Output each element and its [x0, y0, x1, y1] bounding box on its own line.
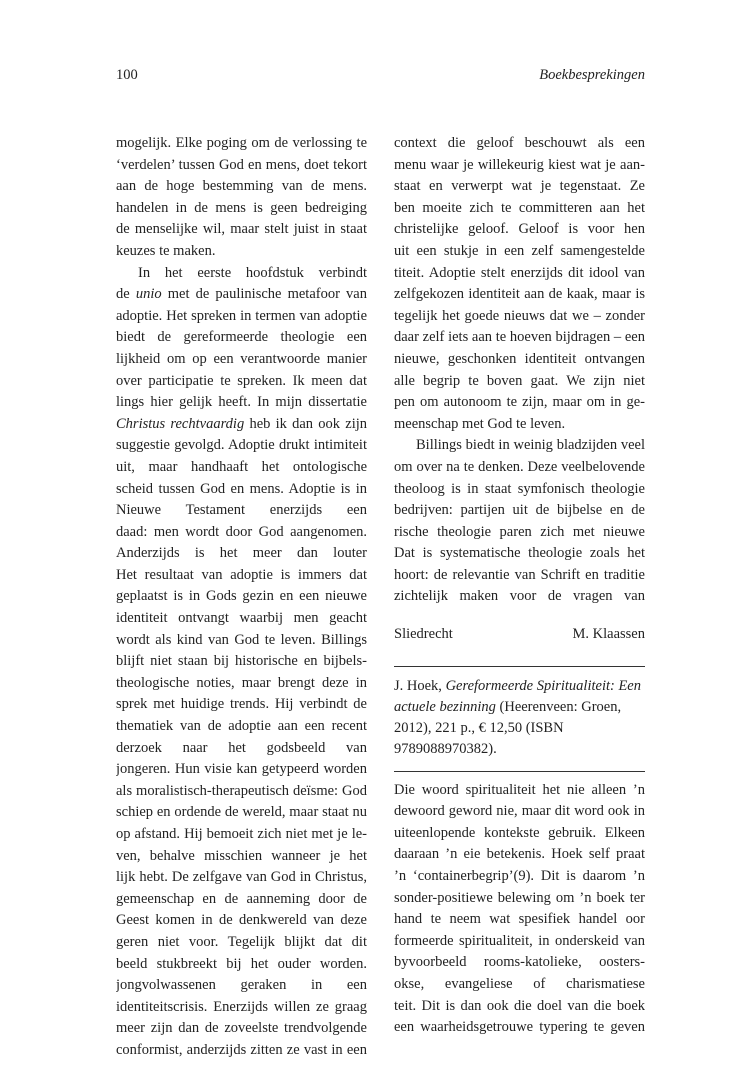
text-line: aan de hoge bestemming van de mens.	[116, 178, 367, 195]
book-title: Gereformeerde Spiritualiteit: Een	[445, 677, 641, 694]
text-line: thematiek van de adoptie aan een recent	[116, 718, 367, 735]
signature-author: M. Klaassen	[572, 626, 645, 643]
text-line: meenschap met God te leven.	[394, 415, 566, 432]
review-signature	[394, 624, 645, 646]
text-line-with-italic	[116, 284, 367, 306]
text-line: daad: men wordt door God aangenomen.	[116, 523, 367, 540]
text-line: theologische noties, maar brengt deze in	[116, 674, 367, 691]
book-publisher: (Heerenveen: Groen,	[495, 698, 622, 715]
book-title: actuele bezinning	[394, 698, 496, 715]
text-line: In het eerste hoofdstuk verbindt	[138, 264, 367, 281]
text-line: uiteenlopende kontekste gebruik. Elkeen	[394, 824, 645, 841]
text-line: Dat is systematische theologie zoals het	[394, 545, 645, 562]
text-line: Billings biedt in weinig bladzijden veel	[416, 437, 645, 454]
text-line: menu waar je willekeurig kiest wat je aan-	[394, 156, 645, 173]
italic-term-unio: unio	[135, 286, 162, 303]
text-line: lijkheid om op een verantwoorde manier	[116, 350, 367, 367]
text-line: Die woord spiritualiteit het nie alleen ’n	[394, 781, 645, 798]
text-line: uit, maar handhaaft het ontologische	[116, 458, 367, 475]
text-line: rische theologie paren zich met nieuwe	[394, 523, 645, 540]
text-line: ‘verdelen’ tussen God en mens, doet tekort	[116, 156, 367, 173]
text-line: derzoek naar het godsbeeld van	[116, 739, 367, 756]
text-line: geplaatst is in Gods gezin en een nieuwe	[116, 588, 367, 605]
text-line: beeld stukbreekt bij het ouder worden.	[116, 955, 367, 972]
text-line: zichtelijk maken voor de vragen van	[394, 588, 645, 605]
text-line: biedt de gereformeerde theologie een	[116, 329, 367, 346]
text-line: titeit. Adoptie stelt enerzijds dit idool van	[394, 264, 645, 281]
text-line-with-italic	[116, 414, 367, 436]
text-line: bedrijven: partijen uit de bijbelse en de	[394, 502, 645, 519]
text-line: identiteit ontvangt waarbij men geacht	[116, 610, 367, 627]
text-line: wordt als kind van God te leven. Billings	[116, 631, 367, 648]
text-line: geren niet voor. Tegelijk blijkt dat dit	[116, 933, 367, 950]
text-line: keuzes te maken.	[116, 242, 216, 259]
text-line: hoort: de relevantie van Schrift en traditie	[394, 566, 645, 583]
text-line: jongeren. Hun visie kan getypeerd worden	[116, 761, 367, 778]
text-line: okse, evangeliese of charismatiese	[394, 976, 645, 992]
book-author: J. Hoek,	[394, 677, 446, 694]
book-reference	[394, 676, 645, 760]
text-line: Nieuwe Testament enerzijds een	[116, 502, 367, 519]
text-line: Anderzijds is het meer dan louter	[116, 545, 367, 562]
text-line: nieuwe, geschonken identiteit ontvangen	[394, 350, 645, 367]
text-line: staat en verwerpt wat je tegenstaat. Ze	[394, 178, 645, 195]
text-line-with-italic	[116, 392, 367, 414]
text-line: byvoorbeeld rooms-katolieke, oosters-	[394, 954, 645, 971]
text-line: uit een stukje in een zelf samengestelde	[394, 242, 645, 259]
text-line: mogelijk. Elke poging om de verlossing te	[116, 135, 367, 151]
text-line: ven, behalve misschien wanneer je het	[116, 847, 367, 864]
running-title: Boekbesprekingen	[539, 67, 645, 83]
text-segment: heb ik dan ook zijn	[244, 415, 367, 432]
text-line: als moralistisch-therapeutisch deïsme: God	[116, 782, 367, 799]
text-line: de menselijke wil, maar stelt juist in staat	[116, 221, 367, 238]
book-details: 2012), 221 p., € 12,50 (ISBN	[394, 719, 564, 736]
text-line: op afstand. Hij bemoeit zich niet met je le-	[116, 826, 367, 842]
text-line: zelfgekozen identiteit aan de kaak, maar is	[394, 286, 645, 303]
text-line: theoloog is in staat symfonisch theologie	[394, 480, 645, 497]
left-column	[116, 133, 367, 1062]
text-line: Het resultaat van adoptie is immers dat	[116, 566, 367, 583]
text-line: ’n ‘containerbegrip’(9). Dit is daarom ’n	[394, 868, 645, 885]
text-line: over participatie te spreken. Ik meen dat	[116, 372, 367, 389]
text-line: teit. Dit is dan ook die doel van die boek	[394, 997, 645, 1014]
text-line: sonder-positiewe belewing om ’n boek ter	[394, 889, 645, 906]
text-line: handelen in de mens is geen bedreiging	[116, 199, 367, 216]
text-line: jongvolwassenen geraken in een	[116, 977, 367, 994]
text-line: pen om autonoom te zijn, maar om in ge-	[394, 394, 645, 411]
text-segment: de	[116, 286, 136, 303]
text-line: dewoord geword nie, maar dit word ook in	[394, 803, 645, 820]
text-line: daaraan ’n eie betekenis. Hoek self praat	[394, 846, 645, 863]
italic-dissertation-title: Christus rechtvaardig	[116, 415, 245, 432]
text-line: alle begrip te boven gaat. We zijn niet	[394, 372, 645, 389]
text-line: tegelijk het goede nieuws dat we – zonder	[394, 307, 645, 324]
signature-place: Sliedrecht	[394, 626, 453, 643]
text-line: meer zijn dan de zoveelste trendvolgende	[116, 1020, 367, 1037]
text-line: sprek met huidige trends. Hij verbindt de	[116, 696, 367, 713]
right-column	[394, 133, 645, 1039]
text-segment: met de paulinische metafoor van	[167, 286, 367, 303]
book-isbn: 9789088970382).	[394, 740, 497, 757]
text-line: gemeenschap en de aanneming door de	[116, 890, 367, 907]
text-line: schiep en ordende de wereld, maar staat nu	[116, 804, 367, 821]
text-line: een waarheidsgetrouwe typering te geven	[394, 1019, 645, 1036]
text-line: context die geloof beschouwt als een	[394, 135, 645, 151]
text-line: conformist, anderzijds zitten ze vast in een	[116, 1041, 367, 1058]
text-line: formeerde spiritualiteit, in onderskeid van	[394, 932, 645, 949]
text-line: adoptie. Het spreken in termen van adoptie	[116, 307, 367, 324]
text-line: hand te neem wat spesifiek handel oor	[394, 911, 645, 928]
text-line: scheid tussen God en mens. Adoptie is in	[116, 480, 367, 497]
text-segment: lings hier gelijk heeft. In mijn dissertatie	[116, 394, 367, 411]
text-line-with-italic	[394, 697, 645, 718]
text-line: lijk hebt. De zelfgave van God in Christus,	[116, 869, 367, 886]
text-line: om over na te denken. Deze veelbelovende	[394, 458, 645, 475]
text-line-with-italic	[394, 676, 645, 697]
text-line: Geest komen in de denkwereld van deze	[116, 912, 367, 929]
text-line: ben moeite zich te committeren aan het	[394, 199, 645, 216]
text-line: identiteitscrisis. Enerzijds willen ze graag	[116, 998, 367, 1015]
text-line: daar zelf iets aan te hoeven bijdragen – een	[394, 329, 645, 346]
page-number: 100	[116, 67, 138, 83]
text-line: blijft niet staan bij historische en bijbels-	[116, 653, 367, 670]
text-line: suggestie gevolgd. Adoptie drukt intimiteit	[116, 437, 367, 454]
text-line: christelijke geloof. Geloof is voor hen	[394, 221, 645, 238]
